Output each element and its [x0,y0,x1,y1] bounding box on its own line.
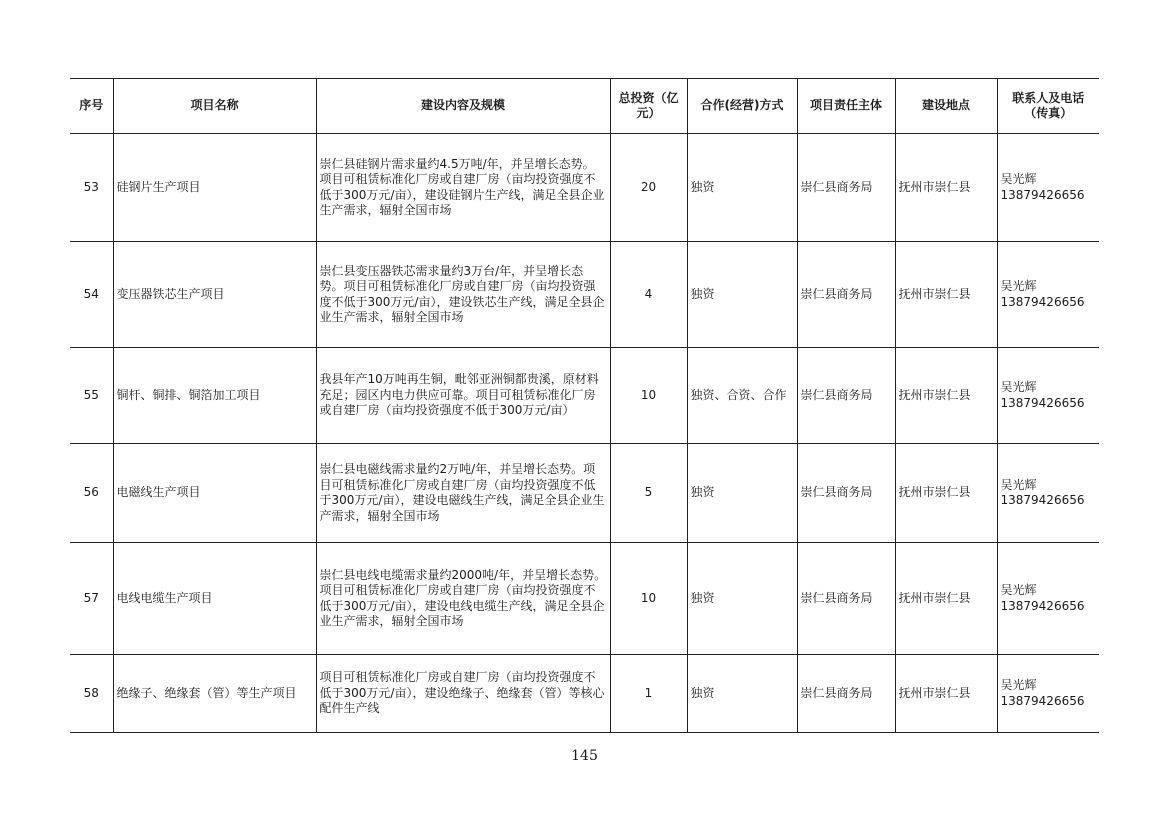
contact-name: 吴光辉 [1000,477,1037,492]
row-content: 崇仁县电线电缆需求量约2000吨/年，并呈增长态势。项目可租赁标准化厂房或自建厂房（亩均投资强度不低于300万元/亩），建设电线电缆生产线，满足全县企业生产需求，辐射全国市场 [316,543,610,655]
row-contact [997,444,1099,543]
row-content: 我县年产10万吨再生铜，毗邻亚洲铜都贵溪，原材料充足；园区内电力供应可靠。项目可租赁标准化厂房或自建厂房（亩均投资强度不低于300万元/亩） [316,348,610,444]
row-owner: 崇仁县商务局 [797,348,895,444]
row-location: 抚州市崇仁县 [895,348,997,444]
row-content: 崇仁县硅钢片需求量约4.5万吨/年，并呈增长态势。项目可租赁标准化厂房或自建厂房（亩均投资强度不低于300万元/亩），建设硅钢片生产线，满足全县企业生产需求，辐射全国市场 [316,134,610,242]
row-contact [997,543,1099,655]
header-location: 建设地点 [895,79,997,134]
row-location: 抚州市崇仁县 [895,543,997,655]
row-seq: 54 [70,242,113,348]
row-investment: 1 [610,655,687,733]
header-name: 项目名称 [113,79,316,134]
header-seq: 序号 [70,79,113,134]
header-investment: 总投资（亿元） [610,79,687,134]
row-seq: 57 [70,543,113,655]
contact-phone: 13879426656 [1000,693,1085,708]
row-investment: 20 [610,134,687,242]
row-content: 崇仁县变压器铁芯需求量约3万台/年，并呈增长态势。项目可租赁标准化厂房或自建厂房（亩均投资强度不低于300万元/亩），建设铁芯生产线，满足全县企业生产需求，辐射全国市场 [316,242,610,348]
row-name: 硅钢片生产项目 [113,134,316,242]
row-contact [997,242,1099,348]
row-name: 绝缘子、绝缘套（管）等生产项目 [113,655,316,733]
row-investment: 10 [610,543,687,655]
row-contact [997,655,1099,733]
contact-name: 吴光辉 [1000,380,1037,394]
header-cooperation: 合作(经营)方式 [687,79,797,134]
row-seq: 56 [70,444,113,543]
row-cooperation: 独资 [687,444,797,543]
row-cooperation: 独资 [687,655,797,733]
row-name: 电磁线生产项目 [113,444,316,543]
table-row [70,348,1099,444]
row-seq: 55 [70,348,113,444]
row-content: 崇仁县电磁线需求量约2万吨/年，并呈增长态势。项目可租赁标准化厂房或自建厂房（亩均投资强度不低于300万元/亩），建设电磁线生产线，满足全县企业生产需求，辐射全国市场 [316,444,610,543]
table-row [70,134,1099,242]
header-owner: 项目责任主体 [797,79,895,134]
contact-phone: 13879426656 [1000,493,1085,507]
contact-phone: 13879426656 [1000,598,1085,613]
row-content: 项目可租赁标准化厂房或自建厂房（亩均投资强度不低于300万元/亩），建设绝缘子、绝缘套（管）等核心配件生产线 [316,655,610,733]
row-cooperation: 独资 [687,543,797,655]
row-investment: 4 [610,242,687,348]
row-investment: 5 [610,444,687,543]
header-content: 建设内容及规模 [316,79,610,134]
contact-phone: 13879426656 [1000,294,1085,309]
row-owner: 崇仁县商务局 [797,655,895,733]
contact-name: 吴光辉 [1000,678,1037,692]
row-name: 铜杆、铜排、铜箔加工项目 [113,348,316,444]
row-cooperation: 独资 [687,134,797,242]
row-investment: 10 [610,348,687,444]
row-owner: 崇仁县商务局 [797,543,895,655]
row-location: 抚州市崇仁县 [895,655,997,733]
row-name: 变压器铁芯生产项目 [113,242,316,348]
row-owner: 崇仁县商务局 [797,444,895,543]
contact-name: 吴光辉 [1000,172,1037,186]
contact-phone: 13879426656 [1000,187,1085,202]
row-name: 电线电缆生产项目 [113,543,316,655]
row-owner: 崇仁县商务局 [797,242,895,348]
table-row [70,543,1099,655]
row-location: 抚州市崇仁县 [895,242,997,348]
row-cooperation: 独资、合资、合作 [687,348,797,444]
row-contact [997,348,1099,444]
row-seq: 58 [70,655,113,733]
project-table [70,78,1099,733]
table-row [70,444,1099,543]
row-cooperation: 独资 [687,242,797,348]
table-header-row [70,79,1099,134]
row-location: 抚州市崇仁县 [895,444,997,543]
page-number: 145 [571,748,598,764]
row-location: 抚州市崇仁县 [895,134,997,242]
row-contact [997,134,1099,242]
contact-phone: 13879426656 [1000,395,1085,410]
header-contact: 联系人及电话（传真） [997,79,1099,134]
table-row [70,655,1099,733]
table-row [70,242,1099,348]
row-owner: 崇仁县商务局 [797,134,895,242]
row-seq: 53 [70,134,113,242]
contact-name: 吴光辉 [1000,583,1037,597]
contact-name: 吴光辉 [1000,279,1037,293]
